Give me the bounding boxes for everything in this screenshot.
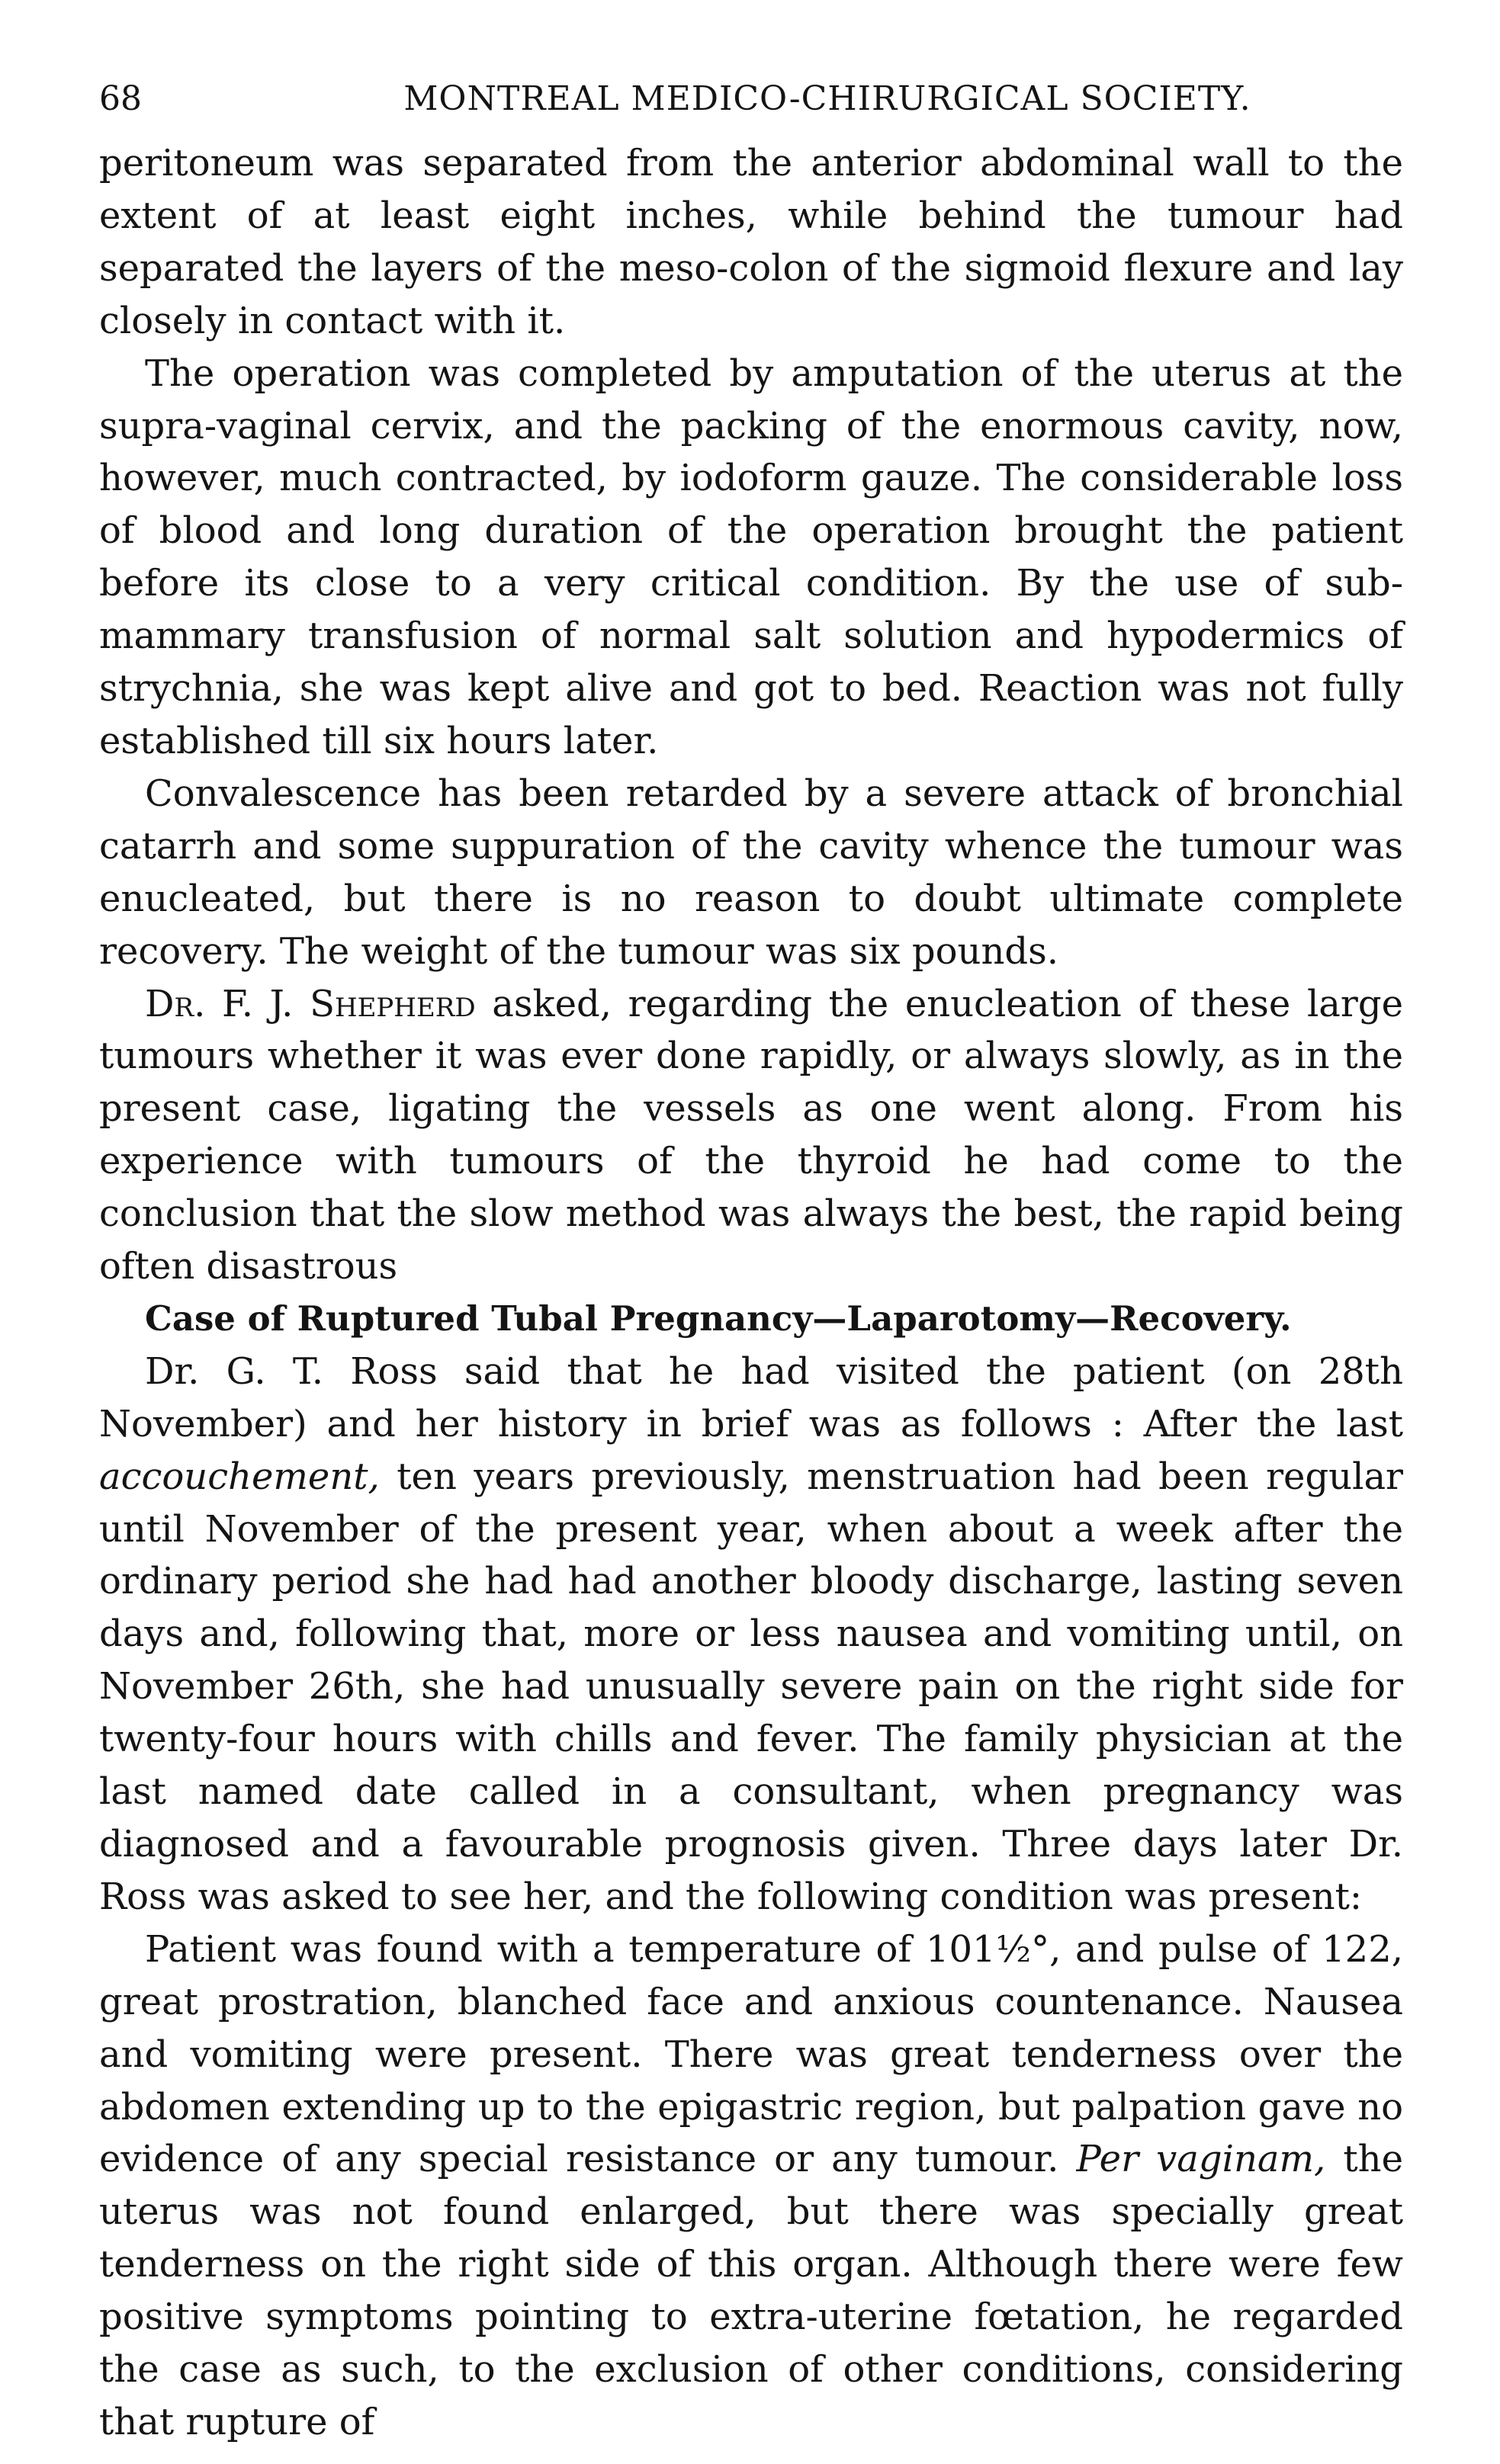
running-head: [99, 76, 1403, 137]
paragraph-continuation: peritoneum was separated from the anterior abdominal wall to the extent of at least eight inches, while behind the tumour had separated the layers of the meso-colon of the sigmoid flexure and lay closely in contact with it.: [99, 142, 1403, 342]
body-text: [99, 137, 1403, 2449]
speaker-name: Dr. F. J. Shepherd: [145, 982, 476, 1025]
book-page: [99, 76, 1403, 2449]
journal-title: MONTREAL MEDICO-CHIRURGICAL SOCIETY.: [403, 79, 1251, 118]
examination-text-start: Patient was found with a temperature of 101½°, and pulse of 122, great prostration, blanched face and anxious countenance. Nausea and vomiting were present. There was great tenderness over the abdomen extending up to the epigastric region, but palpation gave no evidence of any special resistance or any tumour.: [99, 1927, 1403, 2181]
section-heading: Case of Ruptured Tubal Pregnancy—Laparotomy—Recovery.: [145, 1298, 1292, 1339]
history-text-start: Dr. G. T. Ross said that he had visited the patient (on 28th November) and her history in brief was as follows : After the last: [99, 1349, 1403, 1445]
paragraph-operation: The operation was completed by amputation of the uterus at the supra-vaginal cervix, and the packing of the enormous cavity, now, however, much contracted, by iodoform gauze. The considerable loss of blood and long duration of the operation brought the patient before its close to a very critical condition. By the use of sub-mammary transfusion of normal salt solution and hypodermics of strychnia, she was kept alive and got to bed. Reaction was not fully established till six hours later.: [99, 351, 1403, 762]
examination-italic-term: Per vaginam,: [1076, 2138, 1326, 2181]
examination-text-end: the uterus was not found enlarged, but there was specially great tenderness on the right side of this organ. Although there were few positive symptoms pointing to extra-uterine fœtation, he regarded the case as such, to the exclusion of other conditions, considering that rupture of: [99, 2138, 1403, 2443]
history-italic-term: accouchement,: [99, 1455, 380, 1498]
page-number: 68: [99, 79, 142, 118]
paragraph-shepherd-discussion: [99, 978, 1403, 1293]
paragraph-examination: [99, 1923, 1403, 2449]
paragraph-convalescence: Convalescence has been retarded by a severe attack of bronchial catarrh and some suppuration of the cavity whence the tumour was enucleated, but there is no reason to doubt ultimate complete recovery. The weight of the tumour was six pounds.: [99, 772, 1403, 973]
discussion-text: asked, regarding the enucleation of these large tumours whether it was ever done rapidly, or always slowly, as in the present case, ligating the vessels as one went along. From his experience with tumours of the thyroid he had come to the conclusion that the slow method was always the best, the rapid being often disastrous: [99, 982, 1403, 1288]
history-text-end: ten years previously, menstruation had been regular until November of the present year, when about a week after the ordinary period she had had another bloody discharge, lasting seven days and, following that, more or less nausea and vomiting until, on November 26th, she had unusually severe pain on the right side for twenty-four hours with chills and fever. The family physician at the last named date called in a consultant, when pregnancy was diagnosed and a favourable prognosis given. Three days later Dr. Ross was asked to see her, and the following condition was present:: [99, 1455, 1403, 1918]
paragraph-history: [99, 1346, 1403, 1923]
